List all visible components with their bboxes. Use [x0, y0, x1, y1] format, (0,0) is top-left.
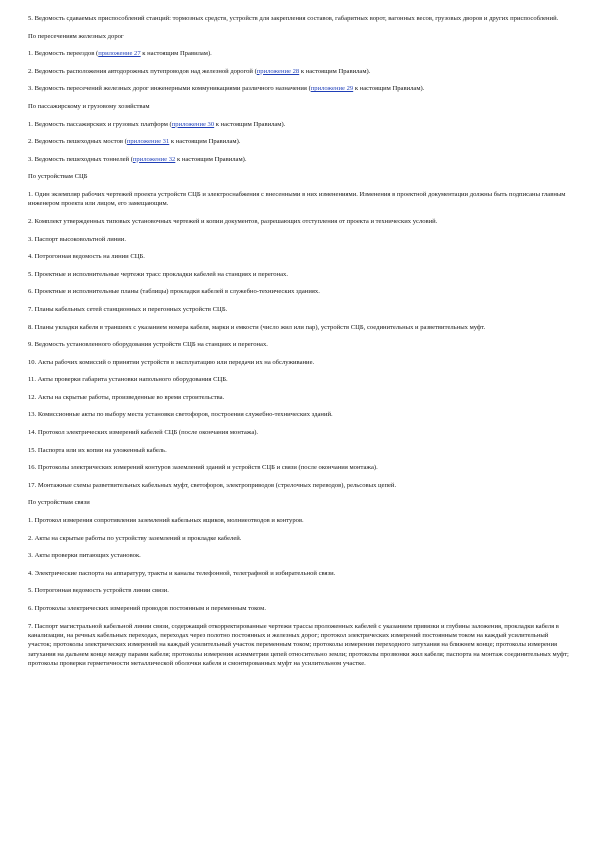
paragraph: 2. Акты на скрытые работы по устройству заземлений и прокладке кабелей. [28, 534, 242, 542]
paragraph-text: к настоящим Правилам). [299, 67, 371, 75]
appendix-link[interactable]: приложение 32 [132, 155, 176, 163]
paragraph: 3. Паспорт высоковольтной линии. [28, 235, 126, 243]
paragraph: 7. Планы кабельных сетей станционных и перегонных устройств СЦБ. [28, 305, 228, 313]
paragraph: 10. Акты рабочих комиссий о принятии устройств в эксплуатацию или передачи их на обслуживание. [28, 358, 315, 366]
paragraph-text: к настоящим Правилам). [175, 155, 247, 163]
paragraph [28, 84, 573, 93]
paragraph-text: 3. Ведомость пересечений железных дорог инженерными коммуникациями различного назначения ( [28, 85, 311, 93]
paragraph: 4. Потрогонная ведомость на линии СЦБ. [28, 253, 145, 261]
appendix-link[interactable]: приложение 31 [126, 138, 170, 146]
section-heading: По пересечениям железных дорог [28, 32, 124, 40]
section-heading: По пассажирскому и грузовому хозяйствам [28, 102, 150, 110]
paragraph: 5. Проектные и исполнительные чертежи трасс прокладки кабелей на станциях и перегонах. [28, 270, 289, 278]
section-heading: По устройствам связи [28, 499, 90, 507]
paragraph: 5. Ведомость сдаваемых приспособлений станций: тормозных средств, устройств для закрепления составов, габаритных ворот, вагонных весов, грузовых дворов и других приспособлений. [28, 15, 559, 22]
paragraph [28, 49, 573, 58]
paragraph [28, 155, 573, 164]
paragraph-text: к настоящим Правилам). [353, 85, 425, 93]
paragraph-text: 2. Ведомость пешеходных мостов ( [28, 138, 127, 146]
paragraph: 6. Протоколы электрических измерений проводов постоянным и переменным током. [28, 605, 266, 612]
appendix-link[interactable]: приложение 30 [171, 120, 215, 128]
paragraph: 16. Протоколы электрических измерений контуров заземлений зданий и устройств СЦБ и связи (после окончания монтажа). [28, 464, 378, 472]
paragraph-text: к настоящим Правилам). [214, 120, 286, 128]
section-heading: По устройствам СЦБ [28, 173, 88, 181]
paragraph: 7. Паспорт магистральной кабельной линии связи, содержащий откорректированные чертежи трассы проложенных кабелей с указанием привязки и глубины заложения, прокладки кабеля в канализации, на речных кабельных переходах, переходах через полотно постоянных и железных дорог; протокол электрических измерений постоянным током на каждый усилительный участок; протоколы электрических измерений на каждый усилительный участок переменным током; протоколы измерения переходного затухания на ближнем конце; протоколы измерения затухания на дальнем конце между парами кабеля; протоколы измерения асимметрии цепей относительно земли; протоколы прозвонки жил кабеля; паспорта на монтаж соединительных муфт; протоколы проверки герметичности металлической оболочки кабеля и смонтированных муфт на усилительном участке. [28, 622, 569, 668]
paragraph-text: 3. Ведомость пешеходных тоннелей ( [28, 155, 133, 163]
paragraph: 9. Ведомость установленного оборудования устройств СЦБ на станциях и перегонах. [28, 341, 268, 349]
paragraph-text: 2. Ведомость расположения автодорожных путепроводов над железной дорогой ( [28, 67, 257, 75]
paragraph: 13. Комиссионные акты по выбору места установки светофоров, построения служебно-технических зданий. [28, 411, 333, 419]
paragraph [28, 137, 573, 146]
paragraph: 8. Планы укладки кабеля в траншеях с указанием номера кабеля, марки и емкости (число жил или пар), устройств СЦБ, соединительных и разветвительных муфт. [28, 323, 486, 331]
paragraph [28, 67, 573, 76]
paragraph: 2. Комплект утвержденных типовых установочных чертежей и копии документов, разрешающих отступления от проекта и технических условий. [28, 217, 438, 225]
paragraph: 6. Проектные и исполнительные планы (таблицы) прокладки кабелей в служебно-технических зданиях. [28, 288, 320, 296]
paragraph: 12. Акты на скрытые работы, произведенные во время строительства. [28, 393, 225, 401]
paragraph: 1. Протокол измерения сопротивления заземлений кабельных ящиков, молниеотводов и контуров. [28, 517, 304, 525]
paragraph: 15. Паспорта или их копии на уложенный кабель. [28, 446, 167, 454]
paragraph-text: 1. Ведомость переездов ( [28, 50, 99, 58]
paragraph-text: к настоящим Правилам). [169, 138, 241, 146]
appendix-link[interactable]: приложение 29 [310, 85, 354, 93]
paragraph-text: 1. Ведомость пассажирских и грузовых платформ ( [28, 120, 172, 128]
appendix-link[interactable]: приложение 27 [98, 50, 141, 58]
paragraph: 17. Монтажные схемы разветвительных кабельных муфт, светофоров, электроприводов (стрелочных переводов), рельсовых цепей. [28, 481, 397, 489]
paragraph: 4. Электрические паспорта на аппаратуру, тракты и каналы телефонной, телеграфной и избирательной связи. [28, 569, 336, 577]
paragraph: 11. Акты проверки габарита установки напольного оборудования СЦБ. [28, 376, 228, 384]
paragraph: 1. Один экземпляр рабочих чертежей проекта устройств СЦБ и электроснабжения с внесенными в них изменениями. Изменения в проектной документации должны быть подписаны главным инженером проекта или лицом, его замещающим. [28, 190, 566, 208]
paragraph [28, 120, 573, 129]
appendix-link[interactable]: приложение 28 [256, 67, 300, 75]
paragraph: 5. Потрогонная ведомость устройств линии связи. [28, 587, 169, 595]
paragraph-text: к настоящим Правилам). [140, 50, 212, 58]
paragraph: 14. Протокол электрических измерений кабелей СЦБ (после окончания монтажа). [28, 429, 259, 437]
paragraph: 3. Акты проверки питающих установок. [28, 552, 141, 560]
